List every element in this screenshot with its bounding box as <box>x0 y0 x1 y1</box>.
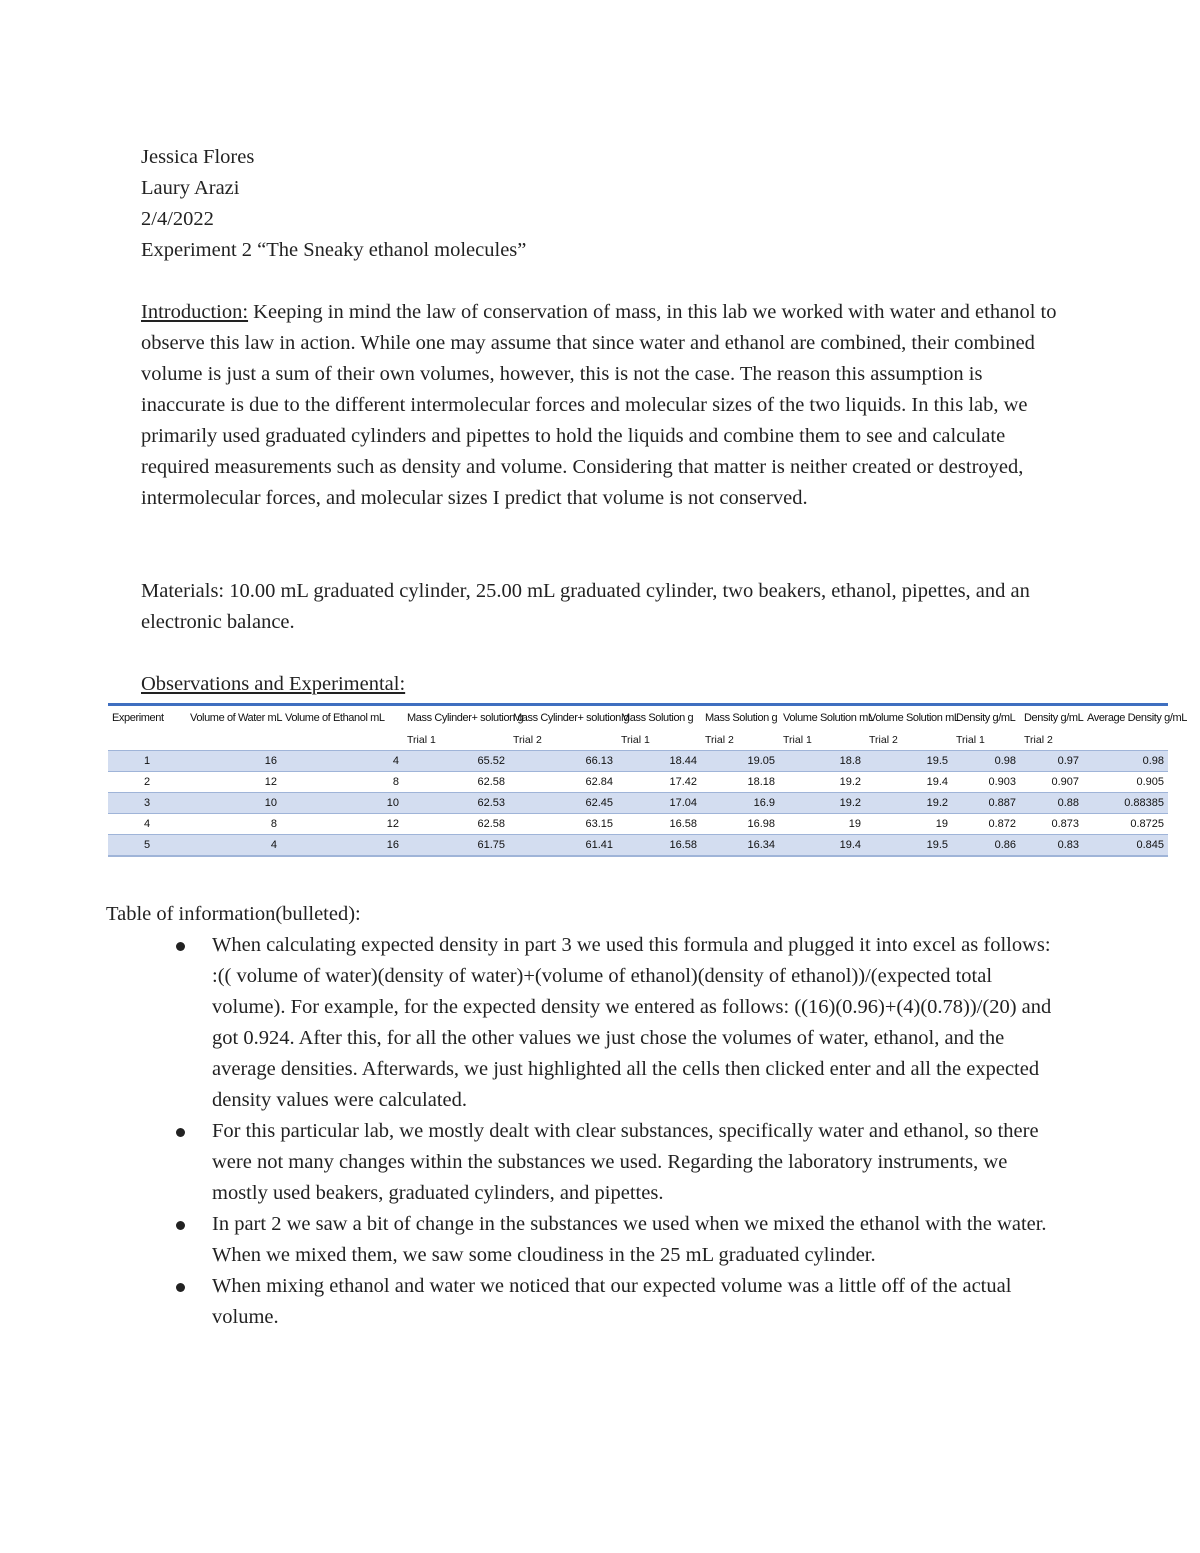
trial-cell: Trial 2 <box>869 734 898 746</box>
author-name: Jessica Flores <box>141 146 255 168</box>
bullet-list <box>172 930 1052 1333</box>
data-cell: 5 <box>108 835 186 857</box>
data-cell: 8 <box>186 814 281 835</box>
introduction-paragraph <box>141 297 1071 514</box>
header-cell: Mass Cylinder+ solution g <box>509 705 617 731</box>
data-cell: 18.8 <box>779 751 865 772</box>
bullet-icon <box>176 1221 185 1230</box>
data-cell: 61.75 <box>403 835 509 857</box>
trial-cell: Trial 1 <box>407 734 436 746</box>
header-cell: Mass Solution g <box>617 705 701 731</box>
data-spreadsheet <box>108 703 1188 858</box>
data-cell: 12 <box>186 772 281 793</box>
header-cell: Volume Solution mL <box>865 705 952 731</box>
trial-cell <box>186 730 281 751</box>
introduction-label: Introduction: <box>141 301 249 323</box>
observations-heading: Observations and Experimental: <box>141 673 406 695</box>
list-item <box>172 930 1052 1116</box>
data-cell: 65.52 <box>403 751 509 772</box>
bullet-icon <box>176 1128 185 1137</box>
data-cell: 16.98 <box>701 814 779 835</box>
trial-cell <box>108 730 186 751</box>
report-date: 2/4/2022 <box>141 208 214 230</box>
data-cell: 19 <box>779 814 865 835</box>
header-cell: Density g/mL <box>952 705 1020 731</box>
bullet-text: When calculating expected density in part 3 we used this formula and plugged it into excel as follows: :(( volume of water)(density of water)+(volume of ethanol)(density of ethanol))/(expected total volume). For example, for the expected density we entered as follows: ((16)(0.96)+(4)(0.78))/(20) and got 0.924. After this, for all the other values we just chose the volumes of water, ethanol, and the average densities. Afterwards, we just highlighted all the cells then clicked enter and all the expected density values were calculated. <box>212 934 1052 1111</box>
experiment-title: Experiment 2 “The Sneaky ethanol molecules” <box>141 239 527 261</box>
data-cell: 19.4 <box>779 835 865 857</box>
data-cell: 16 <box>281 835 403 857</box>
bullet-text: When mixing ethanol and water we noticed that our expected volume was a little off of the actual volume. <box>212 1275 1012 1328</box>
data-cell: 0.88 <box>1020 793 1083 814</box>
table-info-heading: Table of information(bulleted): <box>106 903 361 925</box>
data-cell: 62.58 <box>403 814 509 835</box>
data-cell: 19.4 <box>865 772 952 793</box>
bullet-text: For this particular lab, we mostly dealt with clear substances, specifically water and ethanol, so there were not many changes within the substances we used. Regarding the laboratory instruments, we mostly used beakers, graduated cylinders, and pipettes. <box>212 1120 1039 1204</box>
table-row <box>108 835 1168 857</box>
table-row <box>108 772 1168 793</box>
header-cell: Mass Cylinder+ solution g <box>403 705 509 731</box>
data-cell: 0.86 <box>952 835 1020 857</box>
data-cell: 19.2 <box>865 793 952 814</box>
trial-cell: Trial 1 <box>956 734 985 746</box>
data-cell: 17.42 <box>617 772 701 793</box>
trial-cell: Trial 1 <box>621 734 650 746</box>
trial-cell: Trial 2 <box>513 734 542 746</box>
header-cell: Mass Solution g <box>701 705 779 731</box>
list-item <box>172 1116 1052 1209</box>
data-cell: 8 <box>281 772 403 793</box>
data-cell: 62.53 <box>403 793 509 814</box>
data-cell: 16.58 <box>617 835 701 857</box>
data-table <box>108 703 1188 857</box>
data-cell: 0.98 <box>1083 751 1168 772</box>
header-cell: Volume of Ethanol mL <box>281 705 403 731</box>
introduction-text: Keeping in mind the law of conservation of mass, in this lab we worked with water and ethanol to observe this law in action. While one may assume that since water and ethanol are combined, their combined volume is just a sum of their own volumes, however, this is not the case. The reason this assumption is inaccurate is due to the different intermolecular forces and molecular sizes of the two liquids. In this lab, we primarily used graduated cylinders and pipettes to hold the liquids and combine them to see and calculate required measurements such as density and volume. Considering that matter is neither created or destroyed, intermolecular forces, and molecular sizes I predict that volume is not conserved. <box>141 301 1057 509</box>
list-item <box>172 1271 1052 1333</box>
data-cell: 62.84 <box>509 772 617 793</box>
header-cell: Volume Solution mL <box>779 705 865 731</box>
data-cell: 16.9 <box>701 793 779 814</box>
data-cell: 0.905 <box>1083 772 1168 793</box>
data-cell: 0.97 <box>1020 751 1083 772</box>
data-cell: 63.15 <box>509 814 617 835</box>
data-cell: 0.903 <box>952 772 1020 793</box>
trial-cell: Trial 2 <box>705 734 734 746</box>
bullet-icon <box>176 942 185 951</box>
table-row <box>108 751 1168 772</box>
bullet-icon <box>176 1283 185 1292</box>
data-cell: 1 <box>108 751 186 772</box>
table-row <box>108 814 1168 835</box>
header-cell: Volume of Water mL <box>186 705 281 731</box>
document-header <box>141 142 1071 266</box>
data-cell: 0.8725 <box>1083 814 1168 835</box>
data-cell: 4 <box>108 814 186 835</box>
data-cell: 16.34 <box>701 835 779 857</box>
header-row <box>108 705 1168 731</box>
trial-row <box>108 730 1168 751</box>
trial-cell: Trial 2 <box>1024 734 1053 746</box>
data-cell: 0.887 <box>952 793 1020 814</box>
list-item <box>172 1209 1052 1271</box>
data-cell: 3 <box>108 793 186 814</box>
header-cell: Density g/mL <box>1020 705 1083 731</box>
data-cell: 19.2 <box>779 772 865 793</box>
data-cell: 19 <box>865 814 952 835</box>
data-cell: 19.05 <box>701 751 779 772</box>
data-cell: 12 <box>281 814 403 835</box>
data-cell: 62.45 <box>509 793 617 814</box>
data-cell: 10 <box>281 793 403 814</box>
trial-cell <box>281 730 403 751</box>
data-cell: 4 <box>186 835 281 857</box>
data-cell: 19.5 <box>865 751 952 772</box>
header-cell: Average Density g/mL <box>1083 705 1168 731</box>
data-cell: 62.58 <box>403 772 509 793</box>
bullet-text: In part 2 we saw a bit of change in the substances we used when we mixed the ethanol with the water. When we mixed them, we saw some cloudiness in the 25 mL graduated cylinder. <box>212 1213 1047 1266</box>
data-cell: 19.2 <box>779 793 865 814</box>
materials-paragraph: Materials: 10.00 mL graduated cylinder, 25.00 mL graduated cylinder, two beakers, ethanol, pipettes, and an electronic balance. <box>141 580 1030 633</box>
trial-cell <box>1083 730 1168 751</box>
header-cell: Experiment <box>108 705 186 731</box>
data-cell: 18.18 <box>701 772 779 793</box>
data-cell: 61.41 <box>509 835 617 857</box>
data-cell: 0.83 <box>1020 835 1083 857</box>
data-cell: 66.13 <box>509 751 617 772</box>
data-cell: 0.907 <box>1020 772 1083 793</box>
data-cell: 18.44 <box>617 751 701 772</box>
trial-cell: Trial 1 <box>783 734 812 746</box>
data-cell: 0.88385 <box>1083 793 1168 814</box>
table-row <box>108 793 1168 814</box>
data-cell: 19.5 <box>865 835 952 857</box>
data-cell: 0.873 <box>1020 814 1083 835</box>
data-cell: 17.04 <box>617 793 701 814</box>
data-cell: 10 <box>186 793 281 814</box>
data-cell: 16 <box>186 751 281 772</box>
data-cell: 0.845 <box>1083 835 1168 857</box>
data-cell: 0.872 <box>952 814 1020 835</box>
data-cell: 0.98 <box>952 751 1020 772</box>
data-cell: 4 <box>281 751 403 772</box>
data-cell: 16.58 <box>617 814 701 835</box>
data-cell: 2 <box>108 772 186 793</box>
partner-name: Laury Arazi <box>141 177 240 199</box>
